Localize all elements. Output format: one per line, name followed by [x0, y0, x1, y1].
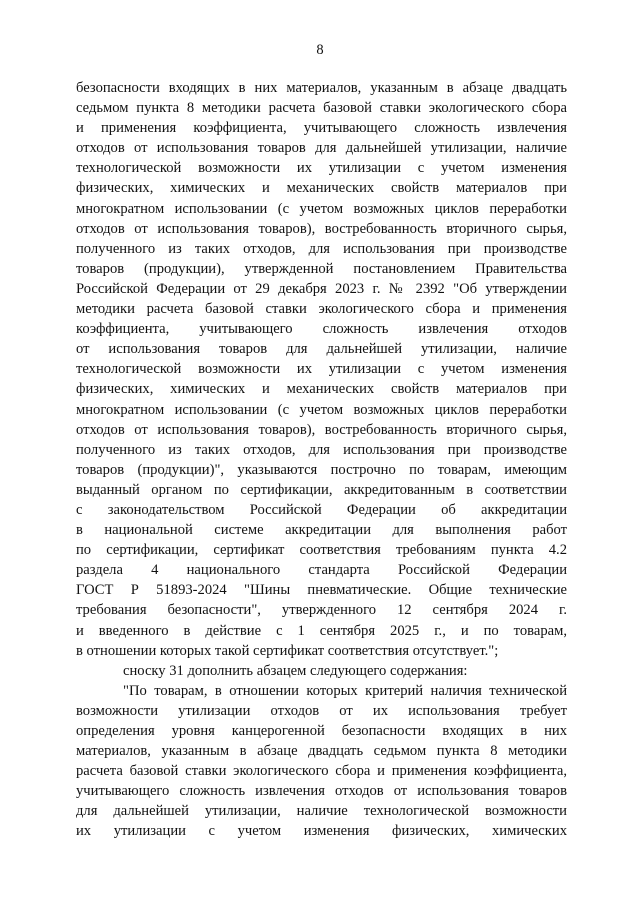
text-line: и применения коэффициента, учитывающего сложность извлечения	[76, 120, 567, 137]
text-line: технологической возможности их утилизации с учетом изменения	[76, 361, 567, 378]
text-line: физических, химических и механических свойств материалов при	[76, 180, 567, 197]
text-line: многократном использовании (с учетом возможных циклов переработки	[76, 200, 567, 217]
text-line: и введенного в действие с 1 сентября 2025 г., и по товарам,	[76, 622, 567, 639]
text-line: возможности утилизации отходов от их использования требует	[76, 702, 567, 719]
text-line: товаров (продукции), утвержденной постановлением Правительства	[76, 260, 567, 277]
text-line: Российской Федерации от 29 декабря 2023 г. № 2392 "Об утверждении	[76, 280, 567, 297]
text-line: коэффициента, учитывающего сложность извлечения отходов	[76, 321, 567, 338]
text-line: выданный органом по сертификации, аккредитованным в соответствии	[76, 481, 567, 498]
text-line: определения уровня канцерогенной безопасности входящих в них	[76, 723, 567, 739]
text-line: полученного из таких отходов, для использования при производстве	[76, 441, 567, 458]
page-number: 8	[316, 42, 324, 58]
text-line: отходов от использования товаров для дальнейшей утилизации, наличие	[76, 140, 567, 157]
text-line: отходов от использования товаров), востребованность вторичного сырья,	[76, 421, 567, 438]
text-line: от использования товаров для дальнейшей утилизации, наличие	[76, 341, 567, 358]
text-line: седьмом пункта 8 методики расчета базовой ставки экологического сбора	[76, 100, 567, 117]
text-line: технологической возможности их утилизации с учетом изменения	[76, 160, 567, 177]
text-line: методики расчета базовой ставки экологического сбора и применения	[76, 301, 567, 318]
text-line: в отношении которых такой сертификат соответствия отсутствует.";	[76, 642, 499, 659]
text-line: безопасности входящих в них материалов, указанным в абзаце двадцать	[76, 80, 567, 96]
text-line: их утилизации с учетом изменения физических, химических	[76, 823, 567, 840]
text-line: материалов, указанным в абзаце двадцать седьмом пункта 8 методики	[76, 743, 567, 760]
text-line: в национальной системе аккредитации для выполнения работ	[76, 522, 567, 539]
text-line: для дальнейшей утилизации, наличие технологической возможности	[76, 803, 567, 820]
text-line: с законодательством Российской Федерации об аккредитации	[76, 501, 567, 518]
text-line: расчета базовой ставки экологического сбора и применения коэффициента,	[76, 763, 567, 780]
text-line: "По товарам, в отношении которых критерий наличия технической	[123, 682, 567, 699]
text-line: раздела 4 национального стандарта Российской Федерации	[76, 562, 567, 579]
text-line: учитывающего сложность извлечения отходов от использования товаров	[76, 783, 567, 800]
text-line: требования безопасности", утвержденного 12 сентября 2024 г.	[76, 602, 567, 619]
text-line: полученного из таких отходов, для использования при производстве	[76, 240, 567, 257]
text-line: многократном использовании (с учетом возможных циклов переработки	[76, 401, 567, 418]
text-line: товаров (продукции)", указываются построчно по товарам, имеющим	[76, 461, 567, 478]
document-body	[76, 78, 567, 842]
text-line: сноску 31 дополнить абзацем следующего содержания:	[123, 662, 468, 679]
text-line: по сертификации, сертификат соответствия требованиям пункта 4.2	[76, 542, 567, 559]
text-line: ГОСТ Р 51893-2024 "Шины пневматические. Общие технические	[76, 582, 567, 599]
text-line: физических, химических и механических свойств материалов при	[76, 381, 567, 398]
text-line: отходов от использования товаров), востребованность вторичного сырья,	[76, 220, 567, 237]
